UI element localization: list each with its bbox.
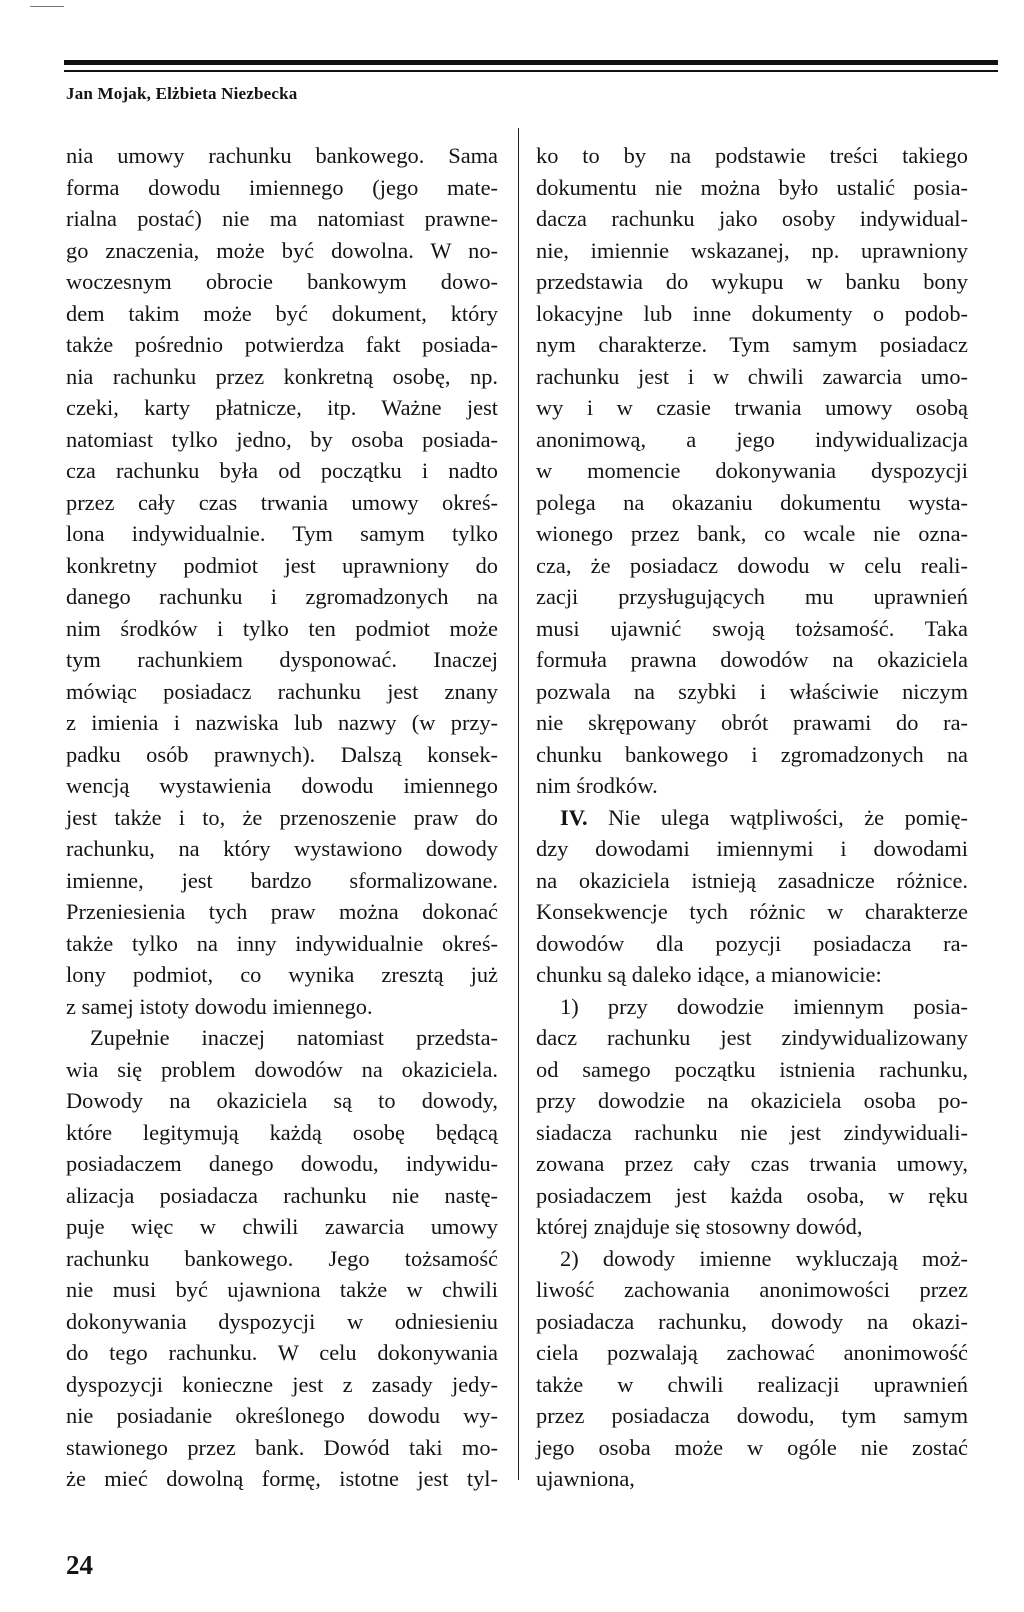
text-line: także w chwili realizacji uprawnień [536,1371,968,1397]
text-line: od samego początku istnienia rachunku, [536,1056,968,1082]
text-line: rialna postać) nie ma natomiast prawne- [66,206,498,231]
text-line: woczesnym obrocie bankowym dowo- [66,269,498,294]
text-line: jego osoba może w ogóle nie zostać [536,1434,968,1460]
text-line: posiadacza rachunku, dowody na okazi- [536,1308,968,1334]
text-line: konkretny podmiot jest uprawniony do [66,552,498,578]
text-line: posiadaczem danego dowodu, indywidu- [66,1151,498,1176]
text-line: dzy dowodami imiennymi i dowodami [536,836,968,861]
text-line [536,802,968,834]
text-line: dacza rachunku jako osoby indywidual- [536,206,968,231]
text-line: natomiast tylko jedno, by osoba posiada- [66,426,498,452]
header-rule-thin [64,70,998,72]
text-line: nie posiadanie określonego dowodu wy- [66,1403,498,1428]
text-line: cza rachunku była od początku i nadto [66,458,498,483]
text-line: liwość zachowania anonimowości przez [536,1277,968,1302]
text-line: ko to by na podstawie treści takiego [536,143,968,168]
text-line: której znajduje się stosowny dowód, [536,1214,863,1239]
text-line: siadacza rachunku nie jest zindywiduali- [536,1119,968,1145]
corner-mark [30,6,64,7]
text-line: chunku są daleko idące, a mianowicie: [536,962,882,987]
text-line: że mieć dowolną formę, istotne jest tyl- [66,1466,498,1491]
text-line: dem takim może być dokument, który [66,300,498,326]
section-first-line: Nie ulega wątpliwości, że pomię- [608,804,968,830]
text-line: przedstawia do wykupu w banku bony [536,269,968,294]
text-line: także tylko na inny indywidualnie okreś- [66,930,498,956]
text-line: przy dowodzie na okaziciela osoba po- [536,1088,968,1113]
text-line: Konsekwencje tych różnic w charakterze [536,899,968,924]
text-line: z samej istoty dowodu imiennego. [66,993,373,1019]
text-line: Dowody na okaziciela są to dowody, [66,1088,498,1113]
text-line: lona indywidualnie. Tym samym tylko [66,521,498,546]
text-line: 2) dowody imienne wykluczają moż- [560,1245,968,1271]
section-number: IV. [560,804,588,830]
text-line: polega na okazaniu dokumentu wysta- [536,489,968,515]
text-line: wencją wystawienia dowodu imiennego [66,773,498,798]
text-line: nym charakterze. Tym samym posiadacz [536,332,968,357]
text-line: Zupełnie inaczej natomiast przedsta- [90,1025,498,1050]
text-line: dokonywania dyspozycji w odniesieniu [66,1308,498,1334]
text-line: dowodów dla pozycji posiadacza ra- [536,930,968,956]
text-line: wy i w czasie trwania umowy osobą [536,395,968,420]
text-line: puje więc w chwili zawarcia umowy [66,1214,498,1239]
text-line: stawionego przez bank. Dowód taki mo- [66,1434,498,1460]
text-line: nia rachunku przez konkretną osobę, np. [66,363,498,389]
text-line: wia się problem dowodów na okaziciela. [66,1056,498,1082]
text-line: danego rachunku i zgromadzonych na [66,584,498,609]
text-line: czeki, karty płatnicze, itp. Ważne jest [66,395,498,420]
text-line: chunku bankowego i zgromadzonych na [536,741,968,767]
page-number: 24 [66,1550,93,1580]
text-line: przez posiadacza dowodu, tym samym [536,1403,968,1428]
text-line: go znaczenia, może być dowolna. W no- [66,237,498,263]
text-line: posiadaczem jest każda osoba, w ręku [536,1182,968,1208]
left-column [66,140,498,1495]
text-line: przez cały czas trwania umowy okreś- [66,489,498,515]
text-line: dacz rachunku jest zindywidualizowany [536,1025,968,1050]
text-line: padku osób prawnych). Dalszą konsek- [66,741,498,767]
text-line: rachunku jest i w chwili zawarcia umo- [536,363,968,389]
text-line: dyspozycji konieczne jest z zasady jedy- [66,1371,498,1397]
text-line: nim środków i tylko ten podmiot może [66,615,498,641]
right-column [536,140,968,1495]
text-line: alizacja posiadacza rachunku nie nastę- [66,1182,498,1208]
text-line: nia umowy rachunku bankowego. Sama [66,143,498,168]
text-line: imienne, jest bardzo sformalizowane. [66,867,498,893]
text-line: nie, imiennie wskazanej, np. uprawniony [536,237,968,263]
text-line: z imienia i nazwiska lub nazwy (w przy- [66,710,498,735]
text-line: pozwala na szybki i właściwie niczym [536,678,968,704]
header-rule-thick [64,60,998,65]
text-line: wionego przez bank, co wcale nie ozna- [536,521,968,546]
text-line: zacji przysługujących mu uprawnień [536,584,968,609]
text-line: do tego rachunku. W celu dokonywania [66,1340,498,1365]
text-line: jest także i to, że przenoszenie praw do [66,804,498,830]
running-head-authors: Jan Mojak, Elżbieta Niezbecka [66,84,298,103]
text-line: zowana przez cały czas trwania umowy, [536,1151,968,1176]
text-line: lony podmiot, co wynika zresztą już [66,962,498,987]
text-line: forma dowodu imiennego (jego mate- [66,174,498,200]
text-line: nim środków. [536,773,658,798]
text-line: rachunku, na który wystawiono dowody [66,836,498,861]
text-line: ciela pozwalają zachować anonimowość [536,1340,968,1365]
text-line: cza, że posiadacz dowodu w celu reali- [536,552,968,578]
text-line: mówiąc posiadacz rachunku jest znany [66,678,498,704]
text-line: które legitymują każdą osobę będącą [66,1119,498,1145]
text-line: formuła prawna dowodów na okaziciela [536,647,968,672]
text-line: w momencie dokonywania dyspozycji [536,458,968,483]
text-line: nie musi być ujawniona także w chwili [66,1277,498,1302]
text-line: anonimową, a jego indywidualizacja [536,426,968,452]
column-divider [518,128,519,1480]
text-line: dokumentu nie można było ustalić posia- [536,174,968,200]
text-line: ujawniona, [536,1466,635,1491]
text-line: na okaziciela istnieją zasadnicze różnice. [536,867,968,893]
text-line: nie skrępowany obrót prawami do ra- [536,710,968,735]
text-line: lokacyjne lub inne dokumenty o podob- [536,300,968,326]
text-line: także pośrednio potwierdza fakt posiada- [66,332,498,357]
text-line: musi ujawnić swoją tożsamość. Taka [536,615,968,641]
text-line: Przeniesienia tych praw można dokonać [66,899,498,924]
text-line: 1) przy dowodzie imiennym posia- [560,993,968,1019]
text-line: rachunku bankowego. Jego tożsamość [66,1245,498,1271]
text-line: tym rachunkiem dysponować. Inaczej [66,647,498,672]
